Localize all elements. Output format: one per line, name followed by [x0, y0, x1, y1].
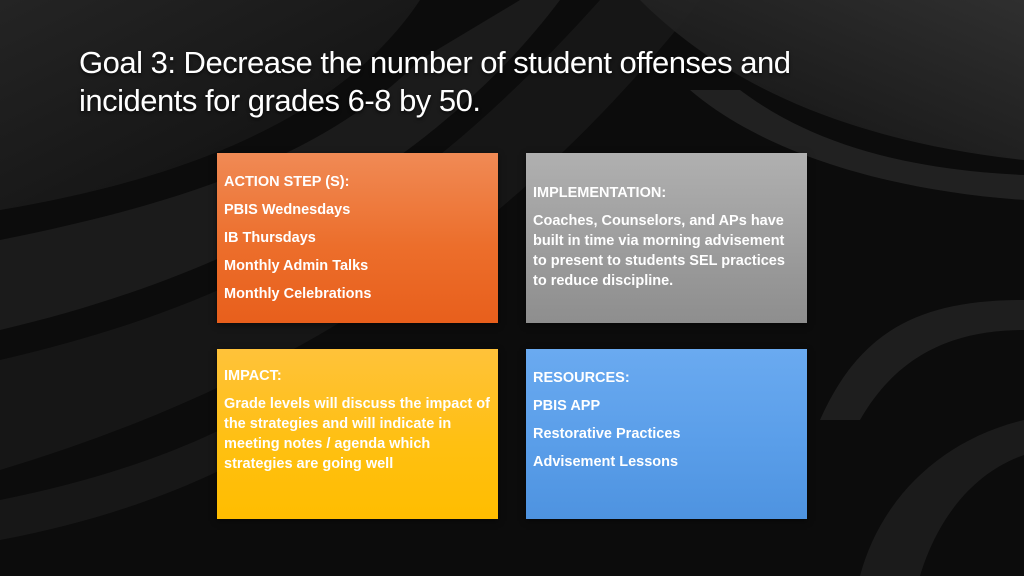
- slide-title-line-1: Goal 3: Decrease the number of student offenses and: [79, 45, 791, 80]
- implementation-text: Coaches, Counselors, and APs have built in time via morning advisement to present to students SEL practices to reduce discipline.: [533, 213, 785, 289]
- resource-item: PBIS APP: [533, 398, 601, 414]
- impact-text: Grade levels will discuss the impact of the strategies and will indicate in meeting notes / agenda which strategies are going well: [224, 396, 490, 472]
- action-step-item: IB Thursdays: [224, 230, 316, 246]
- implementation-heading: IMPLEMENTATION:: [533, 185, 667, 201]
- action-step-item: PBIS Wednesdays: [224, 202, 351, 218]
- resource-item: Advisement Lessons: [533, 454, 679, 470]
- impact-heading: IMPACT:: [224, 368, 282, 384]
- slide-title: [79, 44, 959, 120]
- resources-card: [526, 349, 807, 519]
- resources-heading: RESOURCES:: [533, 370, 630, 386]
- action-steps-card: [217, 153, 498, 323]
- action-step-item: Monthly Admin Talks: [224, 258, 369, 274]
- impact-card: [217, 349, 498, 519]
- implementation-card: [526, 153, 807, 323]
- resource-item: Restorative Practices: [533, 426, 681, 442]
- action-step-item: Monthly Celebrations: [224, 286, 372, 302]
- slide-title-line-2: incidents for grades 6-8 by 50.: [79, 83, 481, 118]
- action-steps-heading: ACTION STEP (S):: [224, 174, 350, 190]
